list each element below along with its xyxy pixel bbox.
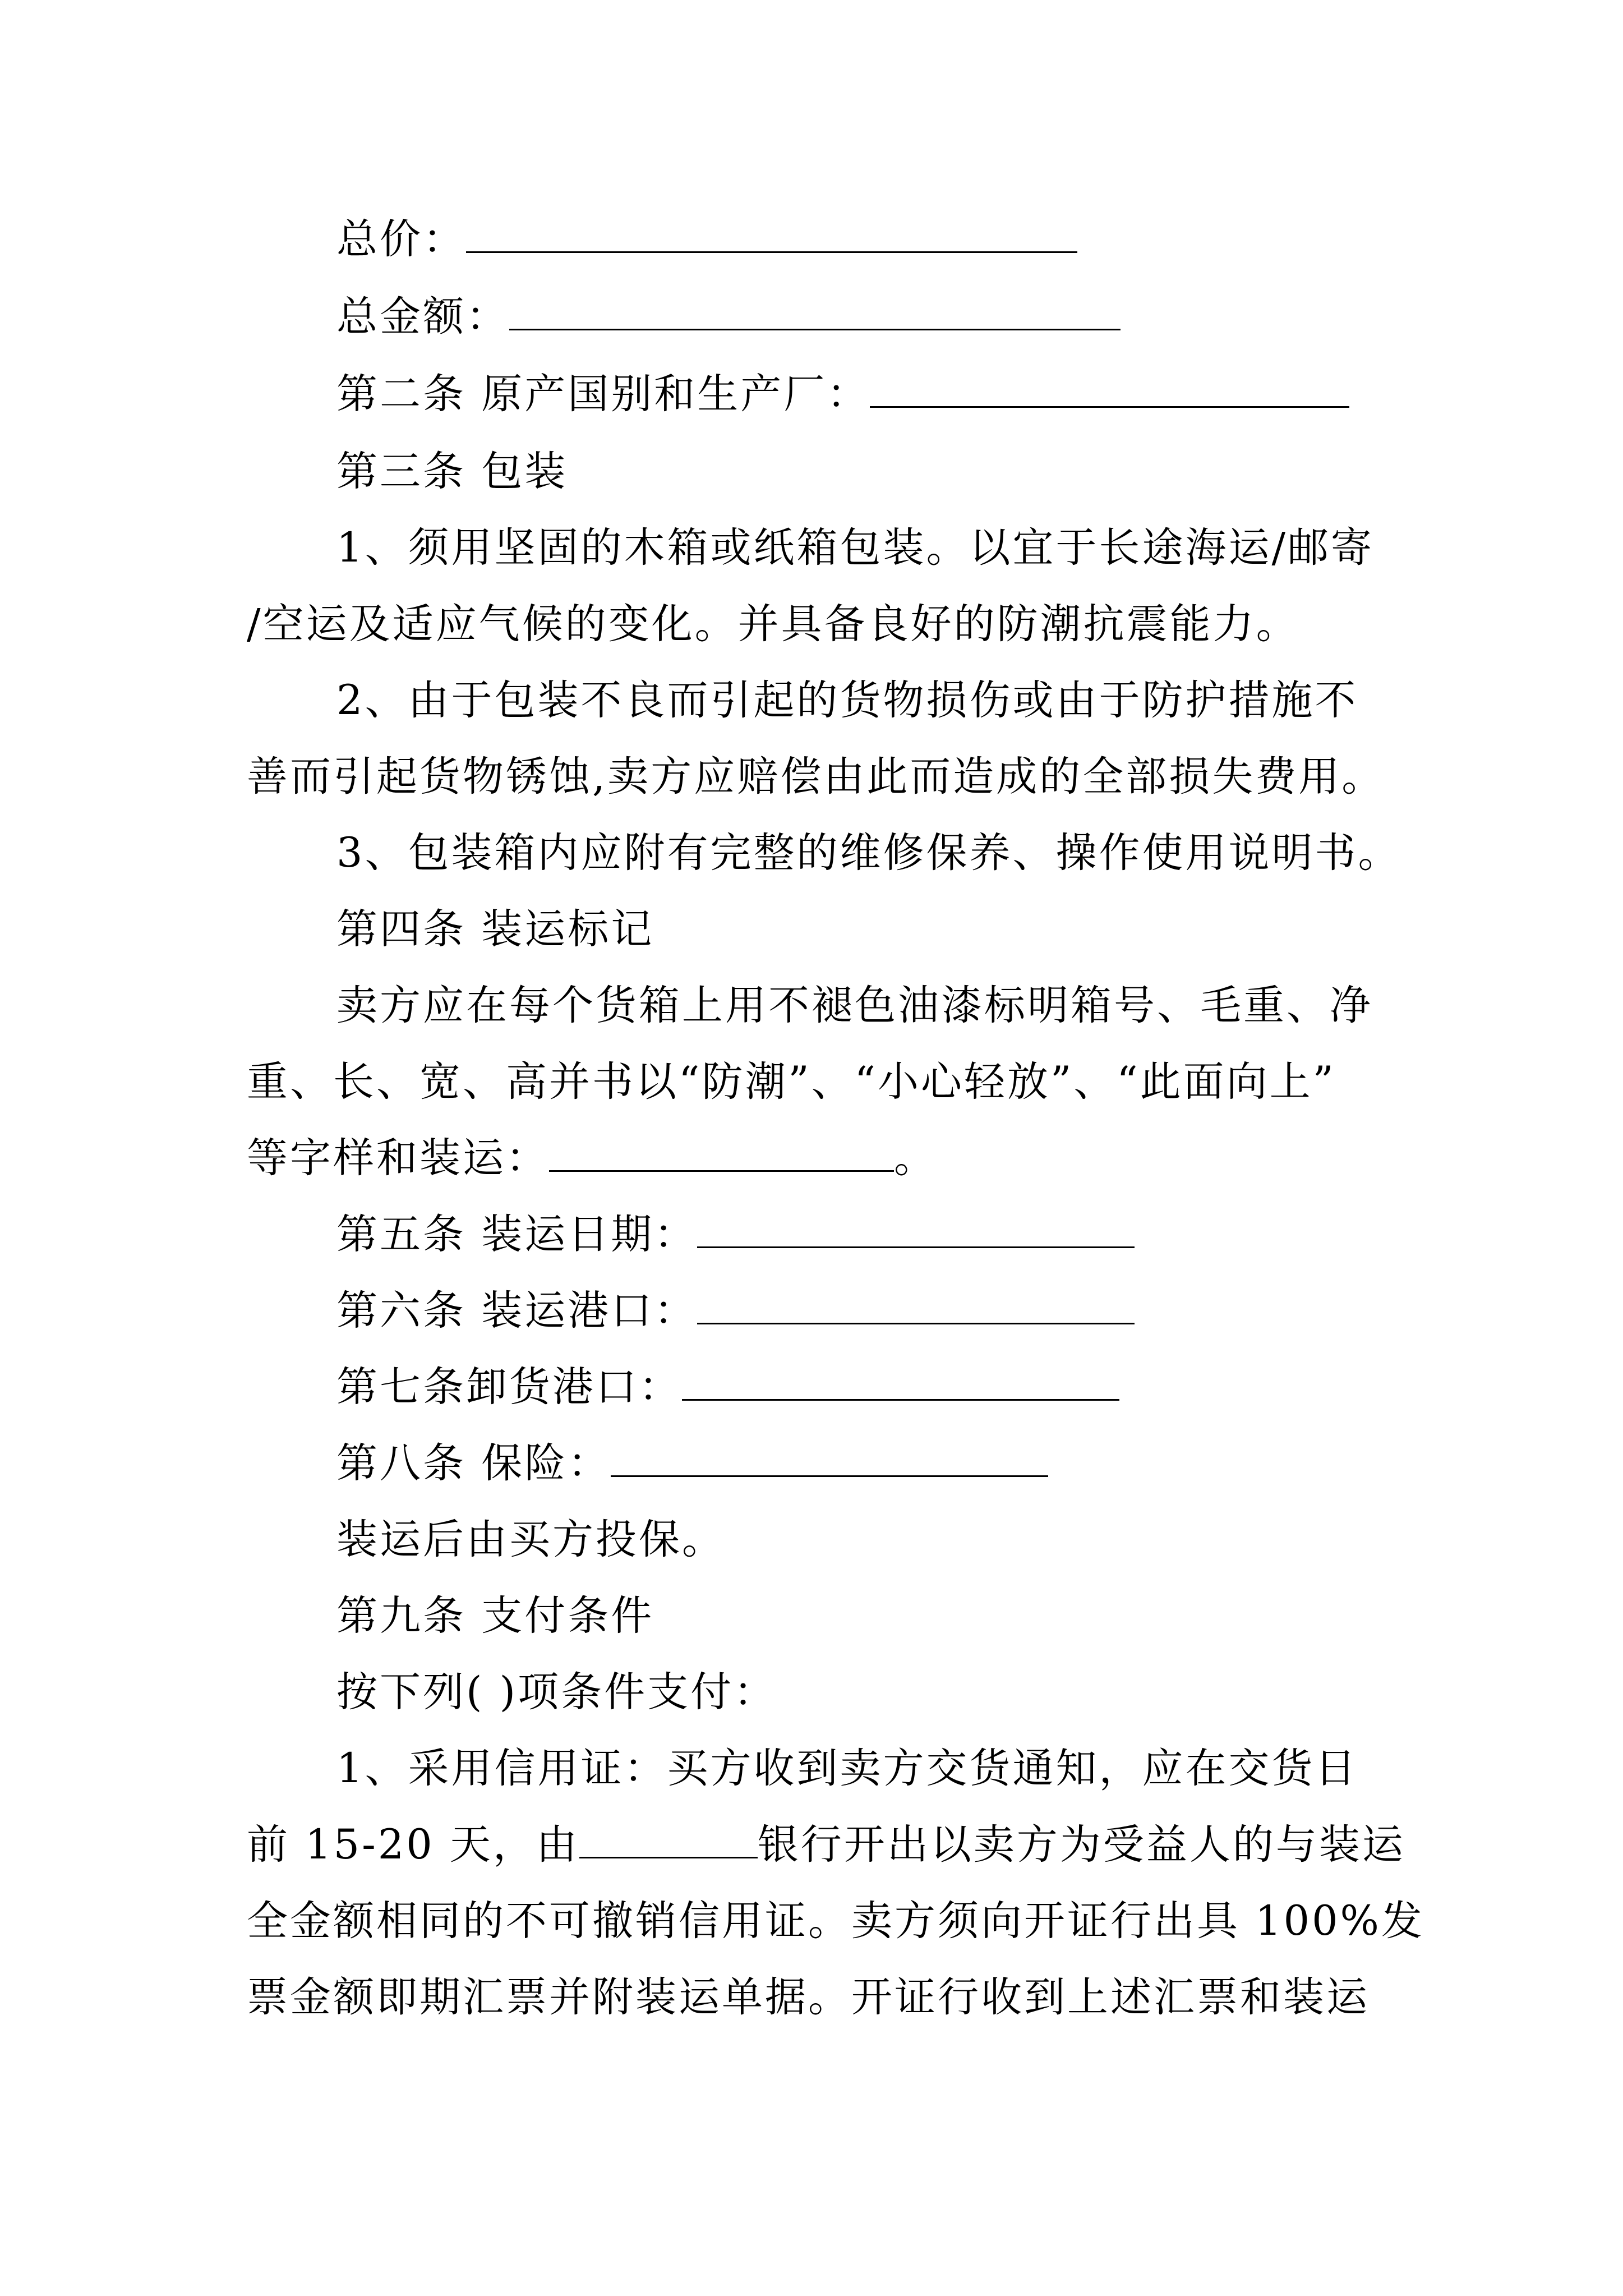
shipping-marks-label: 等字样和装运： <box>247 1134 549 1182</box>
label-total-amount: 总金额： <box>336 293 509 341</box>
blank-total-amount[interactable] <box>509 288 1121 330</box>
line-article-6 <box>336 1280 1135 1342</box>
line-article-5 <box>336 1204 1135 1266</box>
line-article-4: 第四条 装运标记 <box>336 905 654 953</box>
paragraph-line: 重、长、宽、高并书以“防潮”、“小心轻放”、“此面向上” <box>247 1058 1336 1106</box>
paragraph-line: 卖方应在每个货箱上用不褪色油漆标明箱号、毛重、净 <box>336 982 1373 1029</box>
label-total-price: 总价： <box>336 215 466 263</box>
article-5-label: 第五条 装运日期： <box>336 1211 698 1258</box>
blank-shipment-date[interactable] <box>697 1206 1135 1248</box>
period-mark: 。 <box>894 1134 937 1182</box>
line-total-amount <box>336 286 1121 348</box>
article-7-label: 第七条卸货港口： <box>336 1363 682 1411</box>
blank-issuing-bank[interactable] <box>579 1816 758 1858</box>
blank-shipping-marks[interactable] <box>549 1130 894 1172</box>
line-article-3: 第三条 包装 <box>336 448 568 495</box>
paragraph-line: 2、由于包装不良而引起的货物损伤或由于防护措施不 <box>336 677 1358 724</box>
article-6-label: 第六条 装运港口： <box>336 1287 698 1335</box>
lc-bank-text: 银行开出以卖方为受益人的与装运 <box>757 1821 1405 1869</box>
paragraph-line: 1、须用坚固的木箱或纸箱包装。以宜于长途海运/邮寄 <box>336 524 1375 572</box>
article-8-label: 第八条 保险： <box>336 1439 611 1487</box>
paragraph-line: 全金额相同的不可撤销信用证。卖方须向开证行出具 100%发 <box>247 1897 1424 1945</box>
blank-discharge-port[interactable] <box>682 1359 1119 1401</box>
paragraph-line: /空运及适应气候的变化。并具备良好的防潮抗震能力。 <box>247 600 1299 648</box>
line-bank-issue <box>247 1814 1405 1876</box>
paragraph-line: 3、包装箱内应附有完整的维修保养、操作使用说明书。 <box>336 829 1401 877</box>
line-article-7 <box>336 1356 1119 1418</box>
line-article-8 <box>336 1433 1048 1494</box>
blank-loading-port[interactable] <box>697 1282 1135 1324</box>
blank-total-price[interactable] <box>466 211 1077 253</box>
paragraph-line: 票金额即期汇票并附装运单据。开证行收到上述汇票和装运 <box>247 1973 1370 2021</box>
blank-insurance[interactable] <box>611 1435 1048 1477</box>
paragraph-line: 1、采用信用证：买方收到卖方交货通知，应在交货日 <box>336 1745 1358 1792</box>
line-total-price <box>336 209 1077 270</box>
paragraph-line: 装运后由买方投保。 <box>336 1516 725 1563</box>
line-article-2 <box>336 364 1349 425</box>
blank-origin-manufacturer[interactable] <box>870 366 1349 408</box>
line-shipping-marks <box>247 1128 937 1189</box>
line-article-9: 第九条 支付条件 <box>336 1592 654 1640</box>
article-2-label: 第二条 原产国别和生产厂： <box>336 370 870 418</box>
lc-days-text: 前 15-20 天，由 <box>247 1821 579 1869</box>
paragraph-line: 按下列( )项条件支付： <box>336 1668 777 1716</box>
paragraph-line: 善而引起货物锈蚀,卖方应赔偿由此而造成的全部损失费用。 <box>247 753 1385 800</box>
